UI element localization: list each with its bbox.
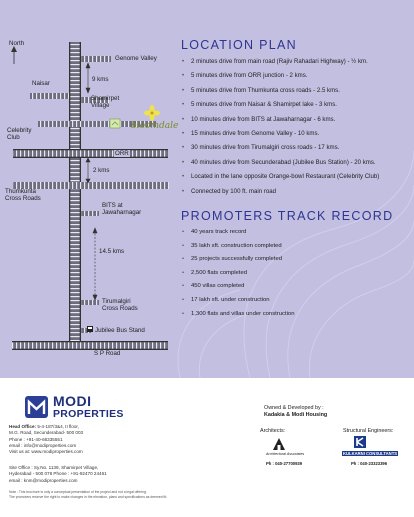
shamirpet-label: Shamirpet Village xyxy=(91,95,120,110)
list-item: • 17 lakh sft. under construction xyxy=(181,294,294,308)
list-item: • 450 villas completed xyxy=(181,280,294,294)
genome-valley-label: Genome Valley xyxy=(115,55,157,62)
distance-14-label: 14.5 kms xyxy=(99,248,125,255)
list-item: • 2,500 flats completed xyxy=(181,267,294,281)
jubilee-label: Jubilee Bus Stand xyxy=(95,327,145,334)
brand-subname: PROPERTIES xyxy=(53,408,124,420)
engineer-name: KULKARNI CONSULTANTS xyxy=(343,451,398,456)
promoters-list xyxy=(181,226,294,321)
list-item: • Connected by 100 ft. main road xyxy=(181,185,379,199)
north-label: North xyxy=(9,40,25,47)
list-item: • 40 minutes drive from Secunderabad (Jubilee Bus Station) - 20 kms. xyxy=(181,156,379,170)
sp-road-label: S P Road xyxy=(94,350,121,357)
project-logo: bloomdale xyxy=(131,121,179,131)
thumkunta-label: Thumkunta Cross Roads xyxy=(5,188,41,203)
list-item: • 25 projects successfully completed xyxy=(181,253,294,267)
celebrity-club-label: Celebrity Club xyxy=(7,127,32,142)
bits-label: BITS at Jawaharnagar xyxy=(102,202,142,217)
orr-label: ORR xyxy=(115,150,129,157)
architect-logo-icon xyxy=(272,437,286,451)
list-item: • 5 minutes drive from ORR junction - 2 kms. xyxy=(181,69,379,83)
owned-by-label: Owned & Developed by : xyxy=(264,405,324,411)
engineers-label: Structural Engineers: xyxy=(343,428,394,434)
list-item: • 1,300 flats and villas under construction xyxy=(181,308,294,322)
sp-road xyxy=(12,341,168,350)
main-highway xyxy=(69,42,81,342)
orr-road xyxy=(13,149,168,158)
location-plan-title: LOCATION PLAN xyxy=(181,38,297,52)
tirumalgiri-label: Tirumalgiri Cross Roads xyxy=(102,298,138,313)
list-item: • 2 minutes drive from main road (Rajiv Rahadari Highway) - ½ km. xyxy=(181,55,379,69)
flower-icon xyxy=(144,105,160,121)
engineer-logo-icon xyxy=(353,435,367,449)
architect-name: Architectural Associates xyxy=(266,452,305,456)
site-office: Site Office : Sy.No. 1139, Shamirpet Village, Hyderabad - 500 078 Phone : +91-92470 24461 email : knm@modiproperties.com xyxy=(9,465,107,483)
distance-9-label: 9 kms xyxy=(92,76,109,83)
naisar-label: Naisar xyxy=(32,80,50,87)
owned-by: Kadakia & Modi Housing xyxy=(264,412,328,418)
list-item: • 40 years track record xyxy=(181,226,294,240)
list-item: • 15 minutes drive from Genome Valley - 10 kms. xyxy=(181,127,379,141)
engineer-phone: Ph : 040-23323396 xyxy=(351,461,388,466)
list-item: • 10 minutes drive from BITS at Jawaharnagar - 6 kms. xyxy=(181,113,379,127)
list-item: • 5 minutes drive from Naisar & Shamirpet lake - 3 kms. xyxy=(181,98,379,112)
brand-name: MODI xyxy=(53,393,92,409)
north-arrow-icon xyxy=(11,46,17,64)
bus-stop-icon xyxy=(87,326,93,332)
architect-phone: Ph : 040-27700939 xyxy=(266,461,303,466)
location-list xyxy=(181,55,379,199)
list-item: • 30 minutes drive from Tirumalgiri cross roads - 17 kms. xyxy=(181,141,379,155)
distance-2-label: 2 kms xyxy=(93,167,110,174)
promoters-title: PROMOTERS TRACK RECORD xyxy=(181,209,394,223)
architects-label: Architects: xyxy=(260,428,286,434)
head-office: Head Office: 5-4-187/3&4, II floor, M.G. Road, Secunderabad- 500 003 Phone : +91-40-66335551 email : info@modiproperties.com Visit us at: www.modiproperties.com xyxy=(9,424,84,455)
list-item: • 35 lakh sft. construction completed xyxy=(181,240,294,254)
list-item: • Located in the lane opposite Orange-bowl Restaurant (Celebrity Club) xyxy=(181,170,379,184)
footer xyxy=(0,378,414,517)
list-item: • 5 minutes drive from Thumkunta cross roads - 2.5 kms. xyxy=(181,84,379,98)
modi-logo-icon xyxy=(24,395,49,419)
location-marker-icon xyxy=(110,119,120,128)
disclaimer: Note : This brochure is only a conceptual presentation of the project and not a legal offering. The promoters reserve the right to make changes in the elevation, plans and specifications as deemed fit. xyxy=(9,490,168,499)
